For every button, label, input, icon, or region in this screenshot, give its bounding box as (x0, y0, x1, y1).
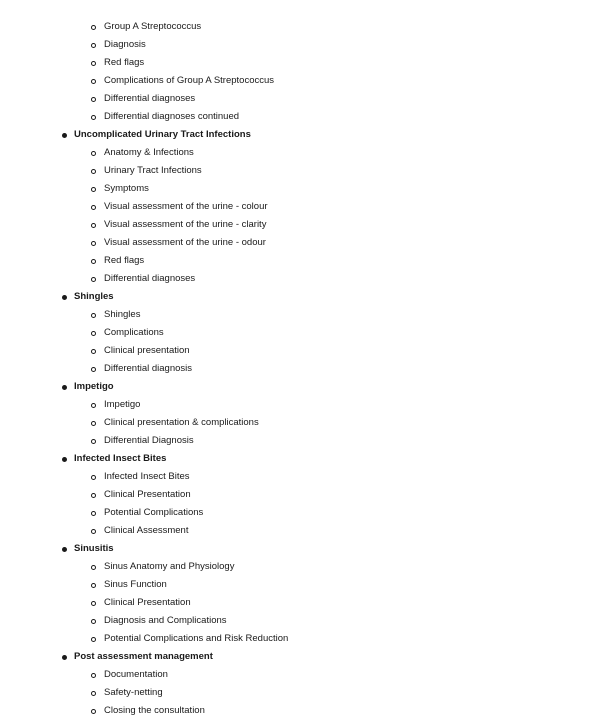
hollow-bullet-icon (91, 403, 96, 408)
section-title: Uncomplicated Urinary Tract Infections (74, 129, 251, 140)
outline-section-item (0, 450, 598, 468)
section-title: Infected Insect Bites (74, 453, 167, 464)
hollow-bullet-icon (91, 25, 96, 30)
hollow-bullet-icon (91, 673, 96, 678)
topic-title: Clinical Assessment (104, 525, 189, 536)
hollow-bullet-icon (91, 619, 96, 624)
outline-section-item (0, 540, 598, 558)
topic-title: Group A Streptococcus (104, 21, 202, 32)
hollow-bullet-icon (91, 331, 96, 336)
topic-title: Red flags (104, 57, 145, 68)
hollow-bullet-icon (91, 205, 96, 210)
outline-topic-item (0, 702, 598, 720)
outline-topic-item (0, 432, 598, 450)
course-outline-list (0, 18, 598, 720)
hollow-bullet-icon (91, 511, 96, 516)
outline-topic-item (0, 522, 598, 540)
filled-bullet-icon (62, 655, 67, 660)
hollow-bullet-icon (91, 313, 96, 318)
outline-topic-item (0, 252, 598, 270)
outline-topic-item (0, 558, 598, 576)
topic-title: Anatomy & Infections (104, 147, 194, 158)
hollow-bullet-icon (91, 709, 96, 714)
outline-topic-item (0, 162, 598, 180)
outline-topic-item (0, 306, 598, 324)
outline-topic-item (0, 324, 598, 342)
topic-title: Potential Complications (104, 507, 204, 518)
outline-topic-item (0, 90, 598, 108)
topic-title: Complications of Group A Streptococcus (104, 75, 275, 86)
hollow-bullet-icon (91, 241, 96, 246)
hollow-bullet-icon (91, 115, 96, 120)
outline-section-item (0, 648, 598, 666)
outline-topic-item (0, 54, 598, 72)
outline-topic-item (0, 216, 598, 234)
topic-title: Impetigo (104, 399, 141, 410)
hollow-bullet-icon (91, 439, 96, 444)
filled-bullet-icon (62, 295, 67, 300)
hollow-bullet-icon (91, 79, 96, 84)
hollow-bullet-icon (91, 169, 96, 174)
outline-topic-item (0, 180, 598, 198)
section-title: Post assessment management (74, 651, 213, 662)
topic-title: Urinary Tract Infections (104, 165, 202, 176)
filled-bullet-icon (62, 457, 67, 462)
outline-topic-item (0, 360, 598, 378)
filled-bullet-icon (62, 385, 67, 390)
topic-title: Visual assessment of the urine - odour (104, 237, 266, 248)
hollow-bullet-icon (91, 691, 96, 696)
outline-topic-item (0, 108, 598, 126)
outline-topic-item (0, 144, 598, 162)
topic-title: Clinical presentation & complications (104, 417, 259, 428)
topic-title: Visual assessment of the urine - clarity (104, 219, 267, 230)
hollow-bullet-icon (91, 259, 96, 264)
outline-topic-item (0, 270, 598, 288)
outline-topic-item (0, 342, 598, 360)
outline-topic-item (0, 414, 598, 432)
topic-title: Differential diagnoses (104, 273, 196, 284)
outline-topic-item (0, 234, 598, 252)
outline-topic-item (0, 18, 598, 36)
outline-topic-item (0, 504, 598, 522)
hollow-bullet-icon (91, 61, 96, 66)
hollow-bullet-icon (91, 223, 96, 228)
topic-title: Red flags (104, 255, 145, 266)
outline-section-item (0, 126, 598, 144)
topic-title: Sinus Anatomy and Physiology (104, 561, 235, 572)
outline-topic-item (0, 594, 598, 612)
hollow-bullet-icon (91, 151, 96, 156)
outline-section-item (0, 288, 598, 306)
outline-topic-item (0, 684, 598, 702)
hollow-bullet-icon (91, 529, 96, 534)
topic-title: Shingles (104, 309, 141, 320)
topic-title: Safety-netting (104, 687, 163, 698)
filled-bullet-icon (62, 547, 67, 552)
topic-title: Clinical presentation (104, 345, 190, 356)
topic-title: Potential Complications and Risk Reduction (104, 633, 289, 644)
topic-title: Diagnosis and Complications (104, 615, 227, 626)
outline-topic-item (0, 630, 598, 648)
topic-title: Differential diagnosis (104, 363, 193, 374)
hollow-bullet-icon (91, 277, 96, 282)
hollow-bullet-icon (91, 421, 96, 426)
outline-topic-item (0, 198, 598, 216)
topic-title: Documentation (104, 669, 168, 680)
topic-title: Differential diagnoses (104, 93, 196, 104)
hollow-bullet-icon (91, 43, 96, 48)
topic-title: Infected Insect Bites (104, 471, 190, 482)
outline-topic-item (0, 612, 598, 630)
topic-title: Visual assessment of the urine - colour (104, 201, 268, 212)
section-title: Sinusitis (74, 543, 114, 554)
topic-title: Symptoms (104, 183, 149, 194)
hollow-bullet-icon (91, 601, 96, 606)
outline-topic-item (0, 468, 598, 486)
hollow-bullet-icon (91, 367, 96, 372)
topic-title: Clinical Presentation (104, 597, 191, 608)
topic-title: Differential Diagnosis (104, 435, 194, 446)
hollow-bullet-icon (91, 97, 96, 102)
topic-title: Diagnosis (104, 39, 146, 50)
section-title: Impetigo (74, 381, 114, 392)
hollow-bullet-icon (91, 583, 96, 588)
topic-title: Complications (104, 327, 164, 338)
outline-topic-item (0, 486, 598, 504)
hollow-bullet-icon (91, 565, 96, 570)
outline-section-item (0, 378, 598, 396)
hollow-bullet-icon (91, 349, 96, 354)
filled-bullet-icon (62, 133, 67, 138)
outline-topic-item (0, 576, 598, 594)
outline-topic-item (0, 666, 598, 684)
topic-title: Differential diagnoses continued (104, 111, 240, 122)
hollow-bullet-icon (91, 187, 96, 192)
hollow-bullet-icon (91, 475, 96, 480)
hollow-bullet-icon (91, 493, 96, 498)
hollow-bullet-icon (91, 637, 96, 642)
topic-title: Closing the consultation (104, 705, 205, 716)
topic-title: Sinus Function (104, 579, 167, 590)
topic-title: Clinical Presentation (104, 489, 191, 500)
section-title: Shingles (74, 291, 114, 302)
outline-topic-item (0, 72, 598, 90)
outline-topic-item (0, 396, 598, 414)
outline-topic-item (0, 36, 598, 54)
